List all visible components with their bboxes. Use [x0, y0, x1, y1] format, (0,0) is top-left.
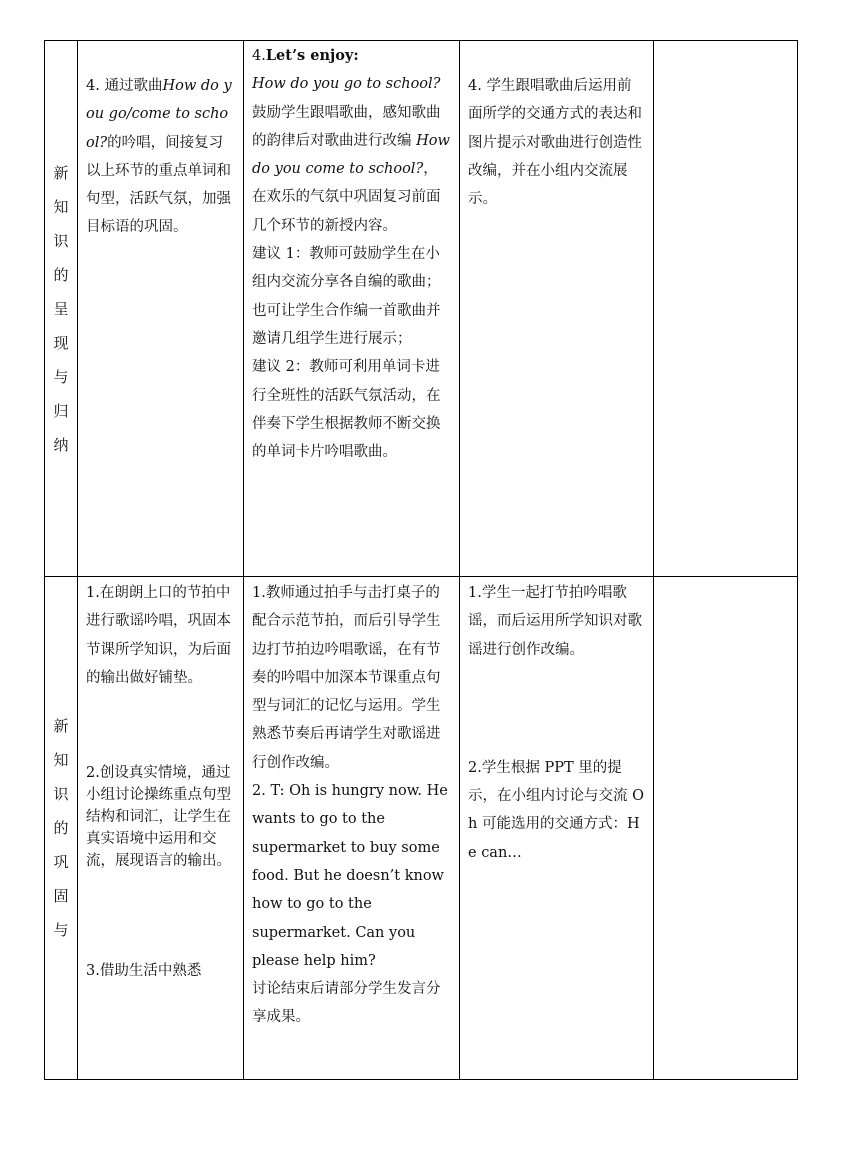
goal-text-2: 的吟唱，间接复习以上环节的重点单词和句型，活跃气氛，加强目标语的巩固。: [86, 134, 231, 236]
goal-song-title: How do you go/come to school?: [86, 78, 232, 151]
student-step-2: 2.学生根据 PPT 里的提示，在小组内讨论与交流 Oh 可能选用的交通方式：He can…: [468, 759, 644, 861]
suggestion-1: 建议 1：教师可鼓励学生在小组内交流分享各自编的歌曲；也可让学生合作编一首歌曲并邀请几组学生进行展示；: [252, 246, 441, 347]
suggestion-2: 建议 2：教师可利用单词卡进行全班性的活跃气氛活动，在伴奏下学生根据教师不断交换的单词卡片吟唱歌曲。: [252, 359, 441, 461]
goal-3: 3.借助生活中熟悉: [86, 963, 202, 980]
teacher-step-3: 讨论结束后请部分学生发言分享成果。: [252, 981, 441, 1026]
goal-2: 2.创设真实情境，通过小组讨论操练重点句型结构和词汇，让学生在真实语境中运用和交流，展现语言的输出。: [86, 765, 231, 870]
song-variant-title: How do you come to school?: [252, 132, 450, 178]
teacher-step-1: 1.教师通过拍手与击打桌子的配合示范节拍，而后引导学生边打节拍边吟唱歌谣，在有节奏的吟唱中加深本节课重点句型与词汇的记忆与运用。学生熟悉节奏后再请学生对歌谣进行创作改编。: [252, 585, 441, 771]
goal-text-1: 4. 通过歌曲: [86, 78, 163, 94]
student-step-1: 1.学生一起打节拍吟唱歌谣，而后运用所学知识对歌谣进行创作改编。: [468, 585, 642, 658]
table-row: [45, 41, 798, 577]
notes-cell: [654, 41, 798, 577]
activity-heading: Let’s enjoy:: [265, 47, 359, 64]
student-activity-cell: [460, 41, 654, 577]
lesson-plan-table: [44, 40, 798, 1080]
table-row: [45, 577, 798, 1080]
goal-cell: [78, 41, 244, 577]
stage-label: 新知识的呈现与归纳: [53, 163, 69, 454]
student-activity-cell: [460, 577, 654, 1080]
teacher-step-2: 2. T: Oh is hungry now. He wants to go to the supermarket to buy some food. But he doesn’t know how to go to the supermarket. Can you please help him?: [252, 783, 453, 969]
notes-cell: [654, 577, 798, 1080]
teacher-activity-cell: [244, 41, 460, 577]
activity-number: 4.: [252, 48, 266, 64]
teacher-text-cont: ，在欢乐的气氛中巩固复习前面几个环节的新授内容。: [252, 161, 441, 234]
song-title: How do you go to school?: [252, 76, 441, 93]
stage-cell: [45, 41, 78, 577]
teacher-text: 鼓励学生跟唱歌曲，感知歌曲的韵律后对歌曲进行改编: [252, 104, 441, 149]
goal-1: 1.在朗朗上口的节拍中进行歌谣吟唱，巩固本节课所学知识，为后面的输出做好铺垫。: [86, 585, 231, 686]
stage-cell: [45, 577, 78, 1080]
goal-cell: [78, 577, 244, 1080]
teacher-activity-cell: [244, 577, 460, 1080]
stage-label: 新知识的巩固与: [53, 717, 69, 939]
student-text: 4. 学生跟唱歌曲后运用前面所学的交通方式的表达和图片提示对歌曲进行创造性改编，并在小组内交流展示。: [468, 78, 642, 208]
